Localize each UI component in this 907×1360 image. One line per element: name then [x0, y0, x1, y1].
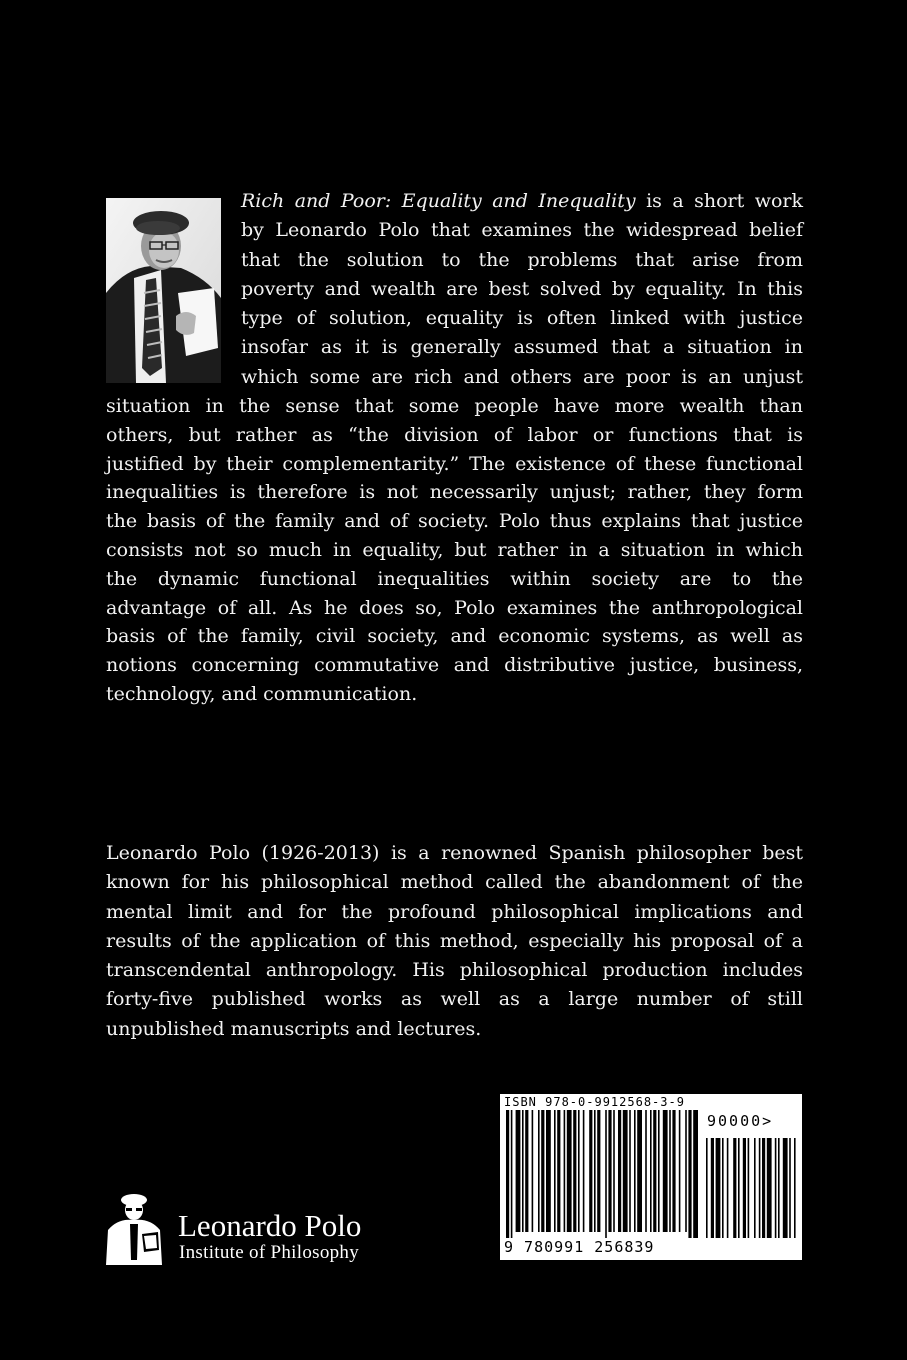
barcode-bar: [669, 1110, 671, 1232]
barcode-bar: [688, 1110, 691, 1238]
barcode-bar: [693, 1110, 698, 1238]
barcode-bar: [618, 1110, 621, 1232]
isbn-label: ISBN 978-0-9912568-3-9: [504, 1095, 685, 1109]
blurb-line: justified by their complementarity.” The existence of these functional: [106, 452, 803, 475]
addon-bar: [706, 1138, 708, 1238]
barcode-bar: [511, 1110, 513, 1238]
barcode-bar: [650, 1110, 652, 1232]
addon-bar: [775, 1138, 777, 1238]
price-addon: 90000>: [707, 1112, 774, 1130]
barcode-bar: [597, 1110, 600, 1232]
blurb-line: which some are rich and others are poor is an unjust: [241, 365, 803, 388]
addon-bar: [727, 1138, 729, 1238]
barcode-bar: [546, 1110, 551, 1232]
barcode-bar: [541, 1110, 544, 1232]
barcode-bar: [564, 1110, 566, 1232]
barcode-bar: [506, 1110, 509, 1238]
addon-bar: [767, 1138, 772, 1238]
blurb-line: consists not so much in equality, but rather in a situation in which: [106, 538, 803, 561]
barcode-bar: [658, 1110, 660, 1232]
barcode-bar: [538, 1110, 540, 1232]
blurb-text: is a short work: [646, 190, 803, 212]
blurb-line: insofar as it is generally assumed that a situation in: [241, 336, 803, 359]
isbn-barcode: [500, 1094, 802, 1260]
barcode-bar: [532, 1110, 534, 1232]
bio-line: transcendental anthropology. His philosophical production includes: [106, 959, 803, 982]
publisher-logo: [104, 1190, 434, 1270]
barcode-bar: [672, 1110, 675, 1232]
blurb-line: the basis of the family and of society. Polo thus explains that justice: [106, 510, 803, 533]
barcode-bar: [663, 1110, 668, 1232]
barcode-bar: [557, 1110, 560, 1232]
blurb-line: by Leonardo Polo that examines the widespread belief: [241, 219, 803, 242]
addon-bar: [778, 1138, 780, 1238]
barcode-bar: [613, 1110, 615, 1232]
barcode-bar: [623, 1110, 628, 1232]
blurb-wrapped: [241, 187, 803, 392]
book-title: Rich and Poor: Equality and Inequality: [241, 190, 636, 212]
blurb-full: [106, 392, 803, 709]
blurb-line: type of solution, equality is often linked with justice: [241, 307, 803, 330]
barcode-bar: [589, 1110, 592, 1232]
portrait-silhouette-icon: [104, 1190, 164, 1265]
blurb-line: situation in the sense that some people have more wealth than: [106, 395, 803, 417]
addon-bar: [794, 1138, 796, 1238]
bio-line: Leonardo Polo (1926-2013) is a renowned Spanish philosopher best: [106, 842, 803, 864]
blurb-line: basis of the family, civil society, and economic systems, as well as: [106, 625, 803, 648]
barcode-bar: [685, 1110, 687, 1232]
barcode-bar: [605, 1110, 607, 1238]
addon-bar: [748, 1138, 750, 1238]
blurb-first-line: [241, 187, 803, 216]
blurb-line: notions concerning commutative and distributive justice, business,: [106, 654, 803, 677]
addon-bar: [722, 1138, 724, 1238]
publisher-name: Leonardo Polo: [178, 1208, 362, 1243]
barcode-bar: [516, 1110, 521, 1232]
blurb-line: others, but rather as “the division of labor or functions that is: [106, 423, 803, 446]
bio-line: mental limit and for the profound philosophical implications and: [106, 900, 803, 923]
ean-digits: 9 780991 256839: [504, 1238, 655, 1256]
barcode-bar: [567, 1110, 572, 1232]
barcode-bar: [522, 1110, 524, 1232]
addon-bar: [743, 1138, 746, 1238]
addon-bar: [716, 1138, 721, 1238]
bio-line: known for his philosophical method called the abandonment of the: [106, 871, 803, 894]
barcode-bar: [578, 1110, 580, 1232]
barcode-bar: [594, 1110, 596, 1232]
bio-line: forty-five published works as well as a large number of still: [106, 988, 803, 1011]
barcode-bar: [645, 1110, 647, 1232]
addon-bar: [759, 1138, 761, 1238]
addon-bar: [733, 1138, 736, 1238]
barcode-bar: [634, 1110, 636, 1232]
addon-bar: [711, 1138, 714, 1238]
barcode-bar: [583, 1110, 585, 1232]
blurb-line: the dynamic functional inequalities within society are to the: [106, 567, 803, 590]
barcode-bar: [608, 1110, 611, 1232]
publisher-subtitle: Institute of Philosophy: [179, 1242, 360, 1263]
addon-bar: [738, 1138, 740, 1238]
author-photo: [106, 198, 221, 383]
addon-bar: [762, 1138, 765, 1238]
barcode-bar: [629, 1110, 631, 1232]
blurb-line: advantage of all. As he does so, Polo examines the anthropological: [106, 596, 803, 619]
barcode-bar: [679, 1110, 681, 1232]
addon-bar: [754, 1138, 756, 1238]
barcode-bar: [554, 1110, 556, 1232]
bio-line: unpublished manuscripts and lectures.: [106, 1017, 482, 1040]
barcode-bar: [573, 1110, 576, 1232]
barcode-bar: [637, 1110, 642, 1232]
barcode-bar: [525, 1110, 528, 1232]
addon-bar: [789, 1138, 791, 1238]
author-bio: [106, 839, 803, 1044]
addon-bar: [783, 1138, 788, 1238]
blurb-line: poverty and wealth are best solved by equality. In this: [241, 277, 803, 300]
bio-line: results of the application of this method, especially his proposal of a: [106, 929, 803, 952]
blurb-line: inequalities is therefore is not necessarily unjust; rather, they form: [106, 481, 803, 504]
blurb-line: technology, and communication.: [106, 682, 418, 705]
barcode-bar: [653, 1110, 656, 1232]
blurb-line: that the solution to the problems that arise from: [241, 248, 803, 271]
